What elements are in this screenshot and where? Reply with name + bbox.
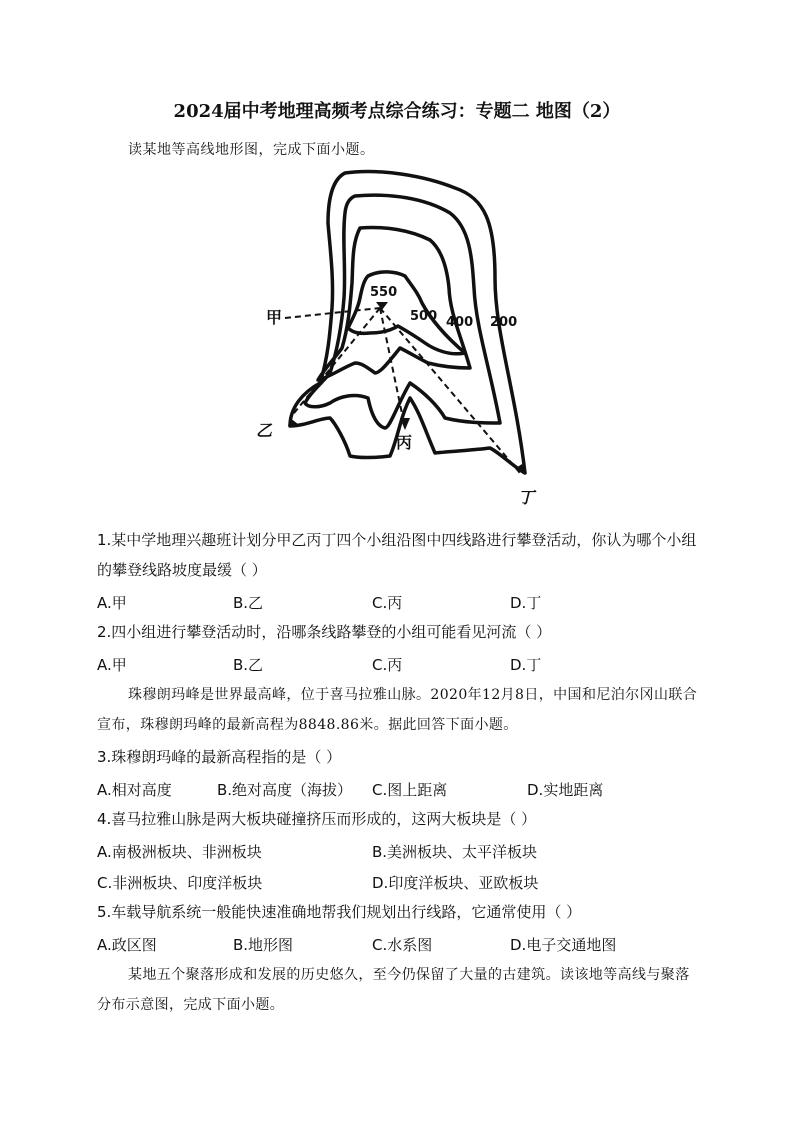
q3-option-d: D.实地距离	[527, 781, 604, 799]
question-2: 2.四小组进行攀登活动时，沿哪条线路攀登的小组可能看见河流（ ）	[97, 623, 552, 641]
question-3: 3.珠穆朗玛峰的最新高程指的是（ ）	[97, 748, 342, 766]
question-4: 4.喜马拉雅山脉是两大板块碰撞挤压而形成的，这两大板块是（ ）	[97, 810, 537, 828]
contour-label-200: 200	[490, 315, 518, 330]
intro-text-1: 读某地等高线地形图，完成下面小题。	[128, 142, 375, 158]
q2-option-a: A.甲	[97, 656, 127, 674]
label-jia: 甲	[266, 308, 283, 327]
q5-option-d: D.电子交通地图	[510, 936, 617, 954]
contour-label-550: 550	[370, 285, 398, 300]
label-bing: 丙	[396, 433, 413, 452]
label-ding: 丁	[518, 488, 535, 507]
q4-option-d: D.印度洋板块、亚欧板块	[372, 874, 539, 892]
q4-option-c: C.非洲板块、印度洋板块	[97, 874, 263, 892]
q3-option-b: B.绝对高度（海拔）	[217, 781, 353, 799]
contour-map	[250, 168, 550, 513]
q5-option-a: A.政区图	[97, 936, 157, 954]
label-yi: 乙	[256, 421, 273, 440]
intro-text-3: 某地五个聚落形成和发展的历史悠久，至今仍保留了大量的古建筑。读该地等高线与聚落分布示意图，完成下面小题。	[97, 967, 690, 1013]
q4-option-b: B.美洲板块、太平洋板块	[372, 843, 538, 861]
q2-option-d: D.丁	[510, 656, 542, 674]
question-5: 5.车载导航系统一般能快速准确地帮我们规划出行线路，它通常使用（ ）	[97, 903, 582, 921]
page-title: 2024届中考地理高频考点综合练习：专题二 地图（2）	[173, 101, 621, 122]
q2-option-b: B.乙	[233, 656, 264, 674]
question-1: 1.某中学地理兴趣班计划分甲乙丙丁四个小组沿图中四线路进行攀登活动，你认为哪个小组的攀登线路坡度最缓（ ）	[97, 531, 697, 579]
q3-option-c: C.图上距离	[372, 781, 448, 799]
intro-text-2: 珠穆朗玛峰是世界最高峰，位于喜马拉雅山脉。2020年12月8日，中国和尼泊尔冈山联合宣布，珠穆朗玛峰的最新高程为8848.86米。据此回答下面小题。	[97, 687, 698, 733]
q3-option-a: A.相对高度	[97, 781, 172, 799]
q5-option-b: B.地形图	[233, 936, 294, 954]
q4-option-a: A.南极洲板块、非洲板块	[97, 843, 262, 861]
q1-option-a: A.甲	[97, 594, 127, 612]
contour-label-500: 500	[410, 309, 438, 324]
contour-label-400: 400	[446, 315, 474, 330]
q1-option-d: D.丁	[510, 594, 542, 612]
q2-option-c: C.丙	[372, 656, 403, 674]
q1-option-b: B.乙	[233, 594, 264, 612]
q5-option-c: C.水系图	[372, 936, 433, 954]
q1-option-c: C.丙	[372, 594, 403, 612]
